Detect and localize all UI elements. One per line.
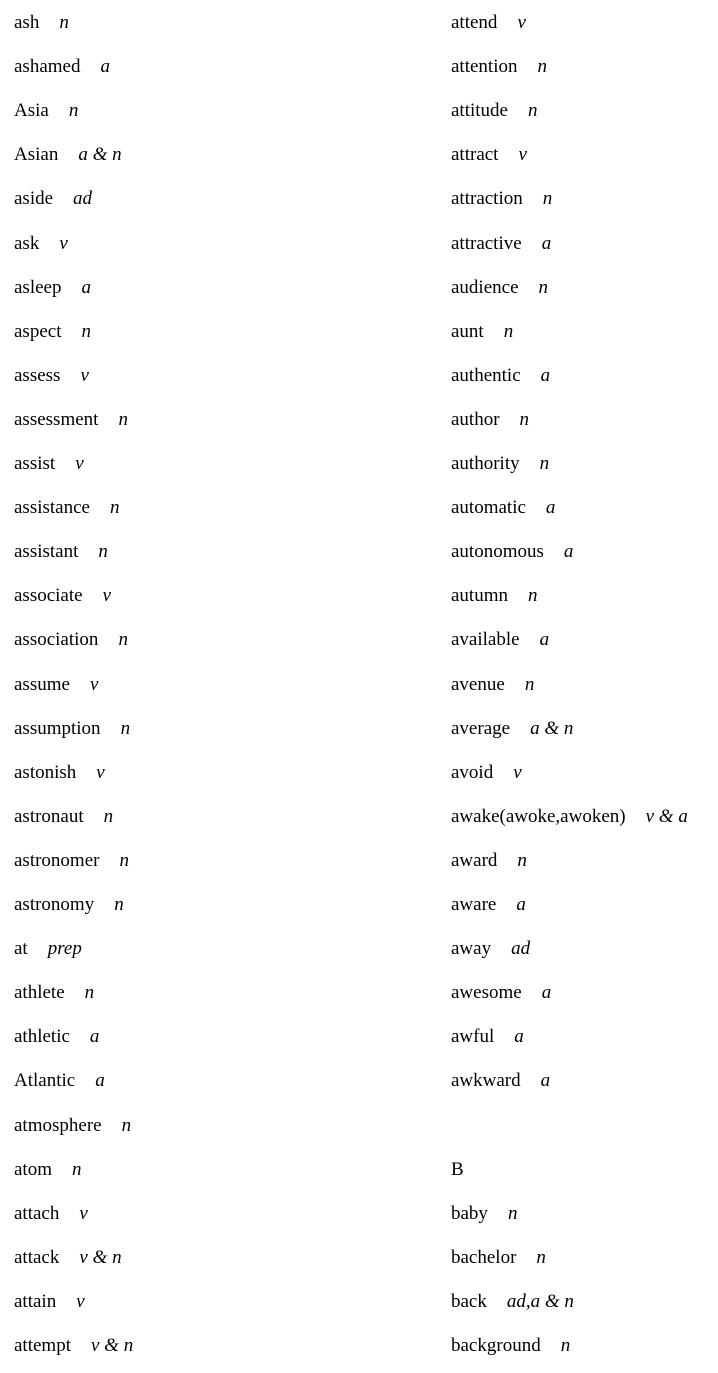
entry-word: assessment bbox=[14, 408, 99, 430]
word-entry bbox=[451, 628, 549, 652]
section-letter-heading bbox=[451, 1158, 464, 1182]
entry-word: average bbox=[451, 717, 511, 739]
word-entry bbox=[14, 805, 113, 829]
part-of-speech: v & a bbox=[645, 805, 688, 827]
part-of-speech: a bbox=[541, 232, 552, 254]
part-of-speech: a & n bbox=[530, 717, 574, 739]
word-entry bbox=[451, 673, 534, 697]
entry-word: B bbox=[451, 1158, 464, 1180]
word-entry bbox=[14, 232, 68, 256]
entry-word: back bbox=[451, 1290, 487, 1312]
part-of-speech: a bbox=[539, 629, 550, 651]
word-entry bbox=[14, 1114, 131, 1138]
entry-word: attractive bbox=[451, 232, 522, 254]
part-of-speech: v bbox=[79, 1202, 88, 1224]
word-entry bbox=[451, 584, 538, 608]
part-of-speech: n bbox=[103, 805, 114, 827]
entry-word: attend bbox=[451, 12, 498, 33]
part-of-speech: n bbox=[560, 1335, 571, 1356]
part-of-speech: v bbox=[59, 232, 68, 254]
part-of-speech: a bbox=[540, 1070, 551, 1092]
entry-word: aware bbox=[451, 894, 497, 915]
word-entry bbox=[451, 717, 573, 741]
entry-word: aside bbox=[14, 188, 54, 210]
part-of-speech: ad,a & n bbox=[506, 1290, 574, 1312]
word-entry bbox=[451, 143, 527, 167]
word-entry bbox=[14, 408, 128, 432]
word-entry bbox=[14, 717, 130, 741]
part-of-speech: n bbox=[503, 320, 514, 342]
word-entry bbox=[14, 320, 91, 344]
entry-word: attitude bbox=[451, 100, 508, 122]
entry-word: athlete bbox=[14, 982, 65, 1004]
part-of-speech: a bbox=[541, 982, 552, 1004]
word-entry bbox=[451, 452, 549, 476]
entry-word: attack bbox=[14, 1246, 60, 1268]
entry-word: avenue bbox=[451, 673, 505, 695]
word-entry bbox=[14, 1025, 99, 1049]
part-of-speech: a & n bbox=[78, 144, 122, 166]
entry-word: attain bbox=[14, 1290, 57, 1312]
word-entry bbox=[14, 364, 89, 388]
part-of-speech: n bbox=[517, 849, 527, 871]
part-of-speech: prep bbox=[47, 938, 82, 960]
part-of-speech: v & n bbox=[79, 1246, 122, 1268]
word-entry bbox=[14, 981, 94, 1005]
word-entry bbox=[14, 628, 128, 652]
entry-word: assistant bbox=[14, 541, 79, 563]
entry-word: awful bbox=[451, 1026, 495, 1048]
word-entry bbox=[451, 99, 537, 123]
entry-word: associate bbox=[14, 585, 83, 607]
part-of-speech: n bbox=[72, 1158, 82, 1180]
word-entry bbox=[451, 1202, 517, 1226]
entry-word: assistance bbox=[14, 497, 90, 519]
entry-word: attention bbox=[451, 56, 518, 78]
entry-word: avoid bbox=[451, 761, 494, 783]
part-of-speech: n bbox=[519, 408, 530, 430]
entry-word: background bbox=[451, 1335, 541, 1356]
word-entry bbox=[451, 496, 555, 520]
part-of-speech: n bbox=[119, 849, 129, 871]
part-of-speech: n bbox=[120, 717, 131, 739]
word-entry bbox=[451, 981, 551, 1005]
word-entry bbox=[451, 761, 522, 785]
part-of-speech: n bbox=[98, 541, 108, 563]
part-of-speech: ad bbox=[73, 188, 93, 210]
part-of-speech: n bbox=[528, 585, 538, 607]
entry-word: awesome bbox=[451, 982, 522, 1004]
part-of-speech: a bbox=[81, 276, 91, 298]
part-of-speech: v bbox=[89, 673, 99, 695]
word-entry bbox=[451, 893, 526, 917]
entry-word: attract bbox=[451, 144, 499, 166]
entry-word: ashamed bbox=[14, 56, 81, 78]
word-entry bbox=[14, 761, 105, 785]
part-of-speech: v bbox=[75, 453, 84, 474]
word-entry bbox=[14, 1202, 88, 1226]
word-entry bbox=[451, 408, 529, 432]
part-of-speech: a bbox=[89, 1026, 100, 1048]
part-of-speech: a bbox=[563, 541, 574, 563]
word-entry bbox=[14, 584, 111, 608]
part-of-speech: n bbox=[68, 100, 79, 122]
entry-word: baby bbox=[451, 1202, 488, 1224]
part-of-speech: n bbox=[507, 1202, 518, 1224]
entry-word: at bbox=[14, 938, 28, 960]
part-of-speech: n bbox=[118, 408, 128, 430]
entry-word: awake(awoke,awoken) bbox=[451, 805, 626, 827]
part-of-speech: a bbox=[95, 1070, 105, 1092]
entry-word: attach bbox=[14, 1202, 60, 1224]
word-entry bbox=[14, 937, 82, 961]
entry-word: aunt bbox=[451, 320, 484, 342]
entry-word: assumption bbox=[14, 717, 101, 739]
word-entry bbox=[14, 1246, 122, 1270]
entry-word: automatic bbox=[451, 497, 526, 519]
word-entry bbox=[451, 320, 513, 344]
part-of-speech: n bbox=[542, 188, 553, 210]
word-entry bbox=[451, 540, 573, 564]
word-entry bbox=[451, 937, 530, 961]
entry-word: attempt bbox=[14, 1335, 71, 1356]
part-of-speech: a bbox=[100, 56, 110, 78]
word-entry bbox=[14, 55, 110, 79]
entry-word: available bbox=[451, 629, 520, 651]
entry-word: ask bbox=[14, 232, 40, 254]
word-entry bbox=[14, 1334, 133, 1358]
word-entry bbox=[14, 143, 122, 167]
entry-word: asleep bbox=[14, 276, 62, 298]
part-of-speech: v bbox=[80, 364, 89, 386]
word-entry bbox=[451, 364, 550, 388]
entry-word: association bbox=[14, 629, 99, 651]
entry-word: awkward bbox=[451, 1070, 521, 1092]
entry-word: astronomy bbox=[14, 894, 95, 915]
entry-word: assist bbox=[14, 453, 56, 474]
entry-word: autumn bbox=[451, 585, 508, 607]
word-entry bbox=[451, 55, 547, 79]
word-entry bbox=[451, 276, 548, 300]
part-of-speech: n bbox=[524, 673, 535, 695]
part-of-speech: a bbox=[516, 894, 526, 915]
part-of-speech: n bbox=[537, 56, 547, 78]
part-of-speech: v bbox=[513, 761, 522, 783]
word-entry bbox=[451, 232, 551, 256]
word-entry bbox=[451, 849, 527, 873]
part-of-speech: v bbox=[518, 144, 527, 166]
part-of-speech: v bbox=[517, 12, 526, 33]
word-entry bbox=[14, 11, 69, 35]
entry-word: astonish bbox=[14, 761, 77, 783]
word-entry bbox=[14, 893, 124, 917]
part-of-speech: a bbox=[545, 497, 556, 519]
word-entry bbox=[451, 805, 688, 829]
part-of-speech: v & n bbox=[90, 1335, 134, 1356]
word-entry bbox=[14, 540, 108, 564]
entry-word: author bbox=[451, 408, 500, 430]
word-entry bbox=[451, 1069, 550, 1093]
entry-word: award bbox=[451, 849, 498, 871]
part-of-speech: v bbox=[102, 585, 112, 607]
entry-word: ash bbox=[14, 12, 40, 33]
entry-word: away bbox=[451, 938, 492, 960]
entry-word: assess bbox=[14, 364, 61, 386]
entry-word: Atlantic bbox=[14, 1070, 76, 1092]
entry-word: bachelor bbox=[451, 1246, 517, 1268]
entry-word: atmosphere bbox=[14, 1114, 102, 1136]
word-entry bbox=[14, 1290, 85, 1314]
word-entry bbox=[14, 1158, 82, 1182]
part-of-speech: v bbox=[96, 761, 105, 783]
entry-word: atom bbox=[14, 1158, 52, 1180]
entry-word: astronomer bbox=[14, 849, 100, 871]
word-entry bbox=[451, 1025, 524, 1049]
part-of-speech: ad bbox=[511, 938, 531, 960]
part-of-speech: n bbox=[84, 982, 95, 1004]
word-entry bbox=[14, 1069, 105, 1093]
part-of-speech: v bbox=[76, 1290, 85, 1312]
entry-word: autonomous bbox=[451, 541, 544, 563]
word-entry bbox=[14, 452, 84, 476]
part-of-speech: n bbox=[539, 453, 550, 474]
entry-word: authentic bbox=[451, 364, 521, 386]
word-entry bbox=[14, 849, 129, 873]
part-of-speech: a bbox=[540, 364, 551, 386]
part-of-speech: n bbox=[121, 1114, 132, 1136]
word-entry bbox=[451, 11, 526, 35]
entry-word: attraction bbox=[451, 188, 523, 210]
entry-word: astronaut bbox=[14, 805, 84, 827]
word-entry bbox=[451, 1334, 570, 1358]
part-of-speech: n bbox=[538, 276, 549, 298]
word-entry bbox=[14, 496, 119, 520]
entry-word: assume bbox=[14, 673, 70, 695]
entry-word: authority bbox=[451, 453, 520, 474]
word-entry bbox=[14, 187, 92, 211]
part-of-speech: n bbox=[118, 629, 128, 651]
part-of-speech: n bbox=[536, 1246, 546, 1268]
entry-word: Asia bbox=[14, 100, 49, 122]
entry-word: athletic bbox=[14, 1026, 70, 1048]
entry-word: Asian bbox=[14, 144, 59, 166]
part-of-speech: n bbox=[81, 320, 91, 342]
part-of-speech: n bbox=[527, 100, 538, 122]
entry-word: audience bbox=[451, 276, 519, 298]
entry-word: aspect bbox=[14, 320, 62, 342]
word-entry bbox=[451, 1290, 574, 1314]
part-of-speech: n bbox=[109, 497, 120, 519]
word-entry bbox=[14, 99, 78, 123]
part-of-speech: a bbox=[514, 1026, 524, 1048]
word-entry bbox=[14, 673, 98, 697]
part-of-speech: n bbox=[114, 894, 124, 915]
word-entry bbox=[14, 276, 91, 300]
word-entry bbox=[451, 187, 552, 211]
word-entry bbox=[451, 1246, 546, 1270]
part-of-speech: n bbox=[59, 12, 69, 33]
